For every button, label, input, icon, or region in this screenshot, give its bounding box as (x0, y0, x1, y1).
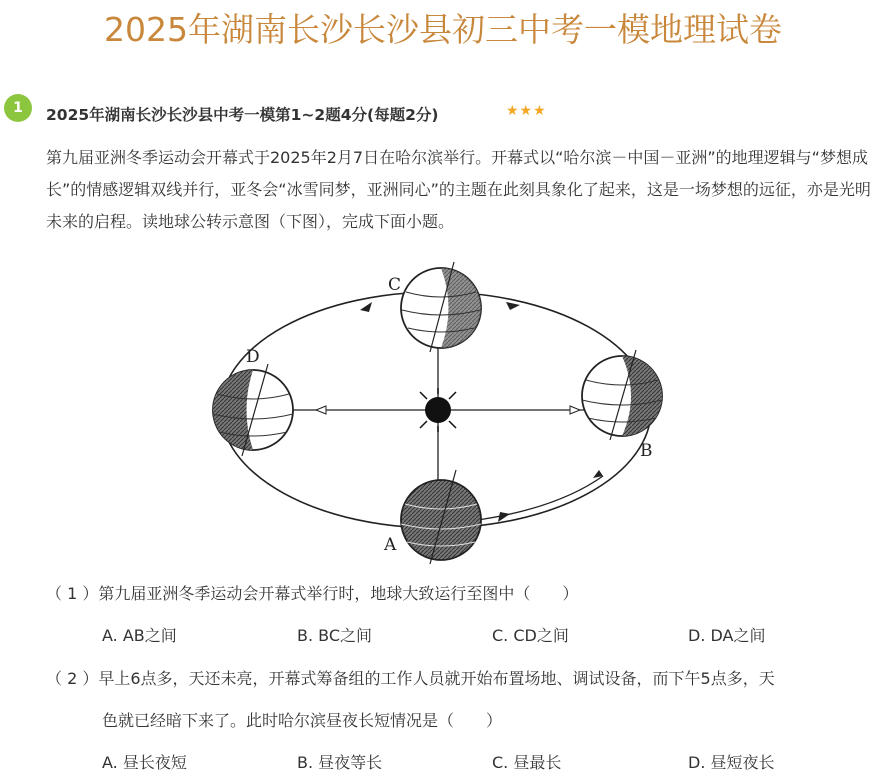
option-1d[interactable]: D. DA之间 (688, 626, 766, 645)
option-1b[interactable]: B. BC之间 (297, 626, 373, 645)
sub-question-1 (46, 581, 578, 604)
label-c: C (388, 275, 402, 295)
option-2d[interactable]: D. 昼短夜长 (688, 753, 775, 772)
sub-question-2-label: （ 2 ） (46, 669, 99, 688)
option-1a[interactable]: A. AB之间 (102, 626, 177, 645)
sub-question-2-text-line1: 早上6点多，天还未亮，开幕式筹备组的工作人员就开始布置场地、调试设备，而下午5点多，天 (98, 669, 775, 688)
question-stem: 第九届亚洲冬季运动会开幕式于2025年2月7日在哈尔滨举行。开幕式以“哈尔滨－中国－亚洲”的地理逻辑与“梦想成长”的情感逻辑双线并行，亚冬会“冰雪同梦，亚洲同心”的主题在此刻具象化了起来，这是一场梦想的远征，亦是光明未来的启程。读地球公转示意图（下图），完成下面小题。 (46, 148, 871, 231)
page-title: 2025年湖南长沙长沙县初三中考一模地理试卷 (104, 10, 782, 49)
sub-question-2-line2: 色就已经暗下来了。此时哈尔滨昼夜长短情况是（ ） (102, 711, 503, 730)
orbit-arrow-top (360, 302, 372, 312)
sub-question-2 (46, 666, 775, 689)
earth-position-c (401, 262, 481, 352)
label-b: B (640, 441, 653, 461)
sub-question-1-text: 第九届亚洲冬季运动会开幕式举行时，地球大致运行至图中（ ） (98, 584, 579, 603)
option-1c[interactable]: C. CD之间 (492, 626, 569, 645)
question-header: 2025年湖南长沙长沙县中考一模第1~2题4分(每题2分) (46, 106, 439, 124)
earth-revolution-diagram (208, 258, 678, 566)
option-2b[interactable]: B. 昼夜等长 (297, 753, 383, 772)
earth-position-a (401, 470, 481, 564)
difficulty-stars: ★★★ (506, 103, 547, 119)
sub-question-1-label: （ 1 ） (46, 584, 99, 603)
label-a: A (384, 535, 397, 555)
question-number-badge: 1 (4, 94, 32, 122)
earth-position-d (213, 364, 293, 456)
option-2a[interactable]: A. 昼长夜短 (102, 753, 187, 772)
label-d: D (246, 347, 260, 367)
orbit-arrow-right (506, 302, 520, 310)
option-2c[interactable]: C. 昼最长 (492, 753, 562, 772)
earth-position-b (582, 350, 662, 440)
